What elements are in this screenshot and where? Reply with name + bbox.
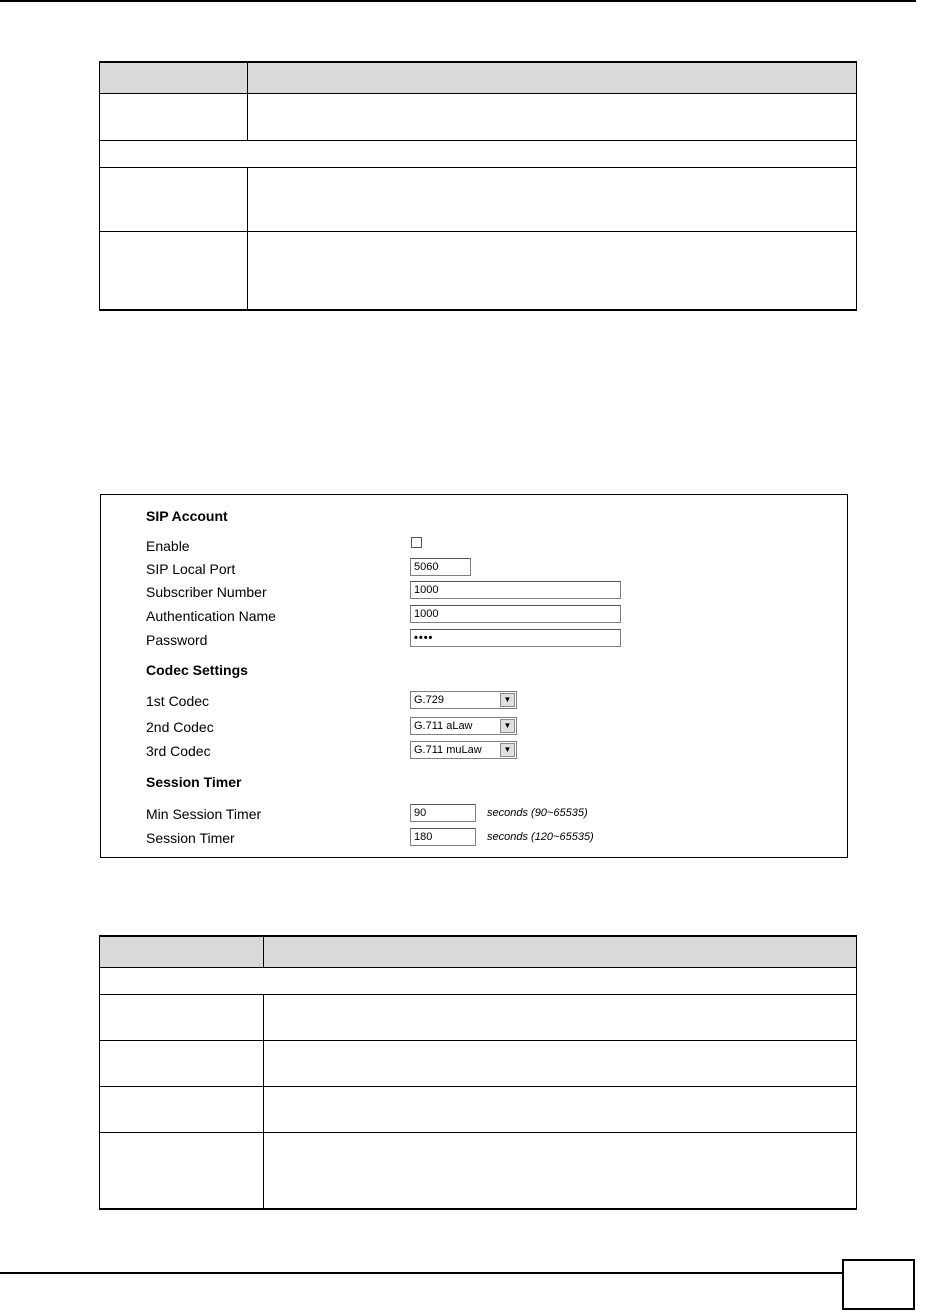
codec1-select[interactable] <box>410 691 517 709</box>
table-row <box>100 232 857 310</box>
codec2-select[interactable] <box>410 717 517 735</box>
codec3-select[interactable] <box>410 741 517 759</box>
codec1-value: G.729 <box>414 694 444 706</box>
min-session-timer-label: Min Session Timer <box>146 806 262 822</box>
sip-local-port-label: SIP Local Port <box>146 561 236 577</box>
section-title-codec-settings: Codec Settings <box>146 662 248 678</box>
table-header-label <box>100 936 264 968</box>
sip-settings-screenshot <box>100 494 848 858</box>
enable-checkbox[interactable] <box>411 537 422 548</box>
codec2-label: 2nd Codec <box>146 719 214 735</box>
header-rule <box>0 0 916 2</box>
table-row <box>100 168 857 232</box>
table-row <box>100 94 857 141</box>
chevron-down-icon[interactable]: ▼ <box>500 693 515 707</box>
authentication-name-input[interactable]: 1000 <box>410 605 621 623</box>
min-session-timer-input[interactable]: 90 <box>410 804 476 822</box>
subscriber-number-label: Subscriber Number <box>146 584 267 600</box>
codec2-value: G.711 aLaw <box>414 720 473 732</box>
session-timer-hint: seconds (120~65535) <box>487 831 594 843</box>
page-number-box <box>842 1259 915 1310</box>
field-description-table-bottom <box>99 935 857 1210</box>
codec3-label: 3rd Codec <box>146 743 211 759</box>
session-timer-input[interactable]: 180 <box>410 828 476 846</box>
section-title-sip-account: SIP Account <box>146 508 228 524</box>
codec1-label: 1st Codec <box>146 693 210 709</box>
table-row <box>100 1133 857 1209</box>
field-description-table-top <box>99 61 857 311</box>
chevron-down-icon[interactable]: ▼ <box>500 743 515 757</box>
table-header-description <box>264 936 857 968</box>
footer-rule <box>0 1272 842 1274</box>
authentication-name-label: Authentication Name <box>146 608 276 624</box>
table-row <box>100 1041 857 1087</box>
subscriber-number-input[interactable]: 1000 <box>410 581 621 599</box>
table-header-description <box>248 62 857 94</box>
enable-label: Enable <box>146 538 190 554</box>
table-header-row <box>100 936 857 968</box>
password-label: Password <box>146 632 208 648</box>
table-row <box>100 995 857 1041</box>
codec3-value: G.711 muLaw <box>414 744 482 756</box>
table-header-label <box>100 62 248 94</box>
table-section-row <box>100 968 857 995</box>
password-input[interactable]: •••• <box>410 629 621 647</box>
table-section-row <box>100 141 857 168</box>
session-timer-label: Session Timer <box>146 830 235 846</box>
table-header-row <box>100 62 857 94</box>
min-session-timer-hint: seconds (90~65535) <box>487 807 588 819</box>
chevron-down-icon[interactable]: ▼ <box>500 719 515 733</box>
sip-local-port-input[interactable]: 5060 <box>410 558 471 576</box>
section-title-session-timer: Session Timer <box>146 774 242 790</box>
table-row <box>100 1087 857 1133</box>
